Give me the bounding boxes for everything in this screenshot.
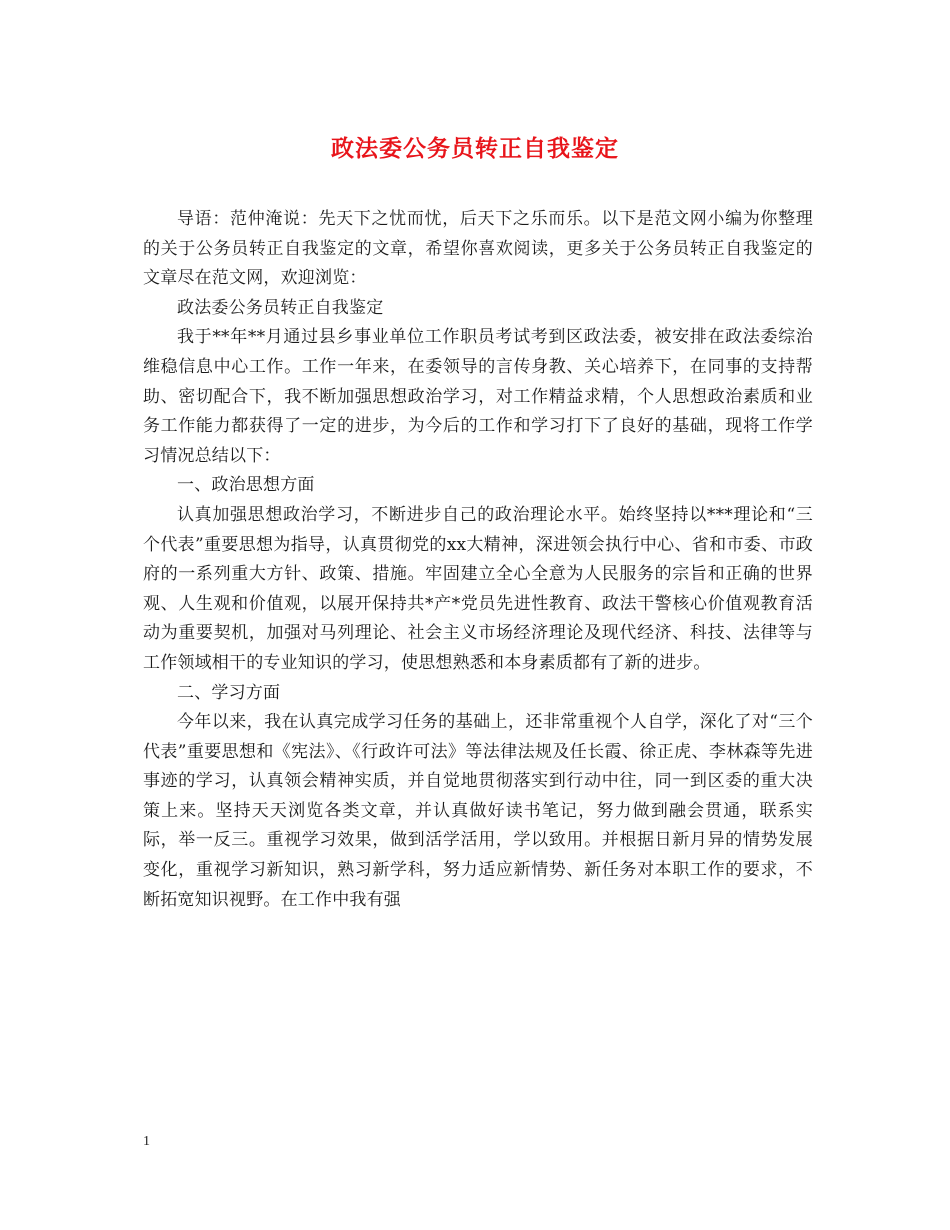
document-title: 政法委公务员转正自我鉴定 <box>331 135 619 162</box>
intro-paragraph: 导语：范仲淹说：先天下之忧而忧，后天下之乐而乐。以下是范文网小编为你整理的关于公务员转正自我鉴定的文章，希望你喜欢阅读，更多关于公务员转正自我鉴定的文章尽在范文网，欢迎浏览： <box>143 209 813 289</box>
section-heading-study: 二、学习方面 <box>177 682 281 703</box>
subtitle-paragraph: 政法委公务员转正自我鉴定 <box>177 297 384 318</box>
page-number: 1 <box>143 1134 150 1149</box>
political-paragraph: 认真加强思想政治学习，不断进步自己的政治理论水平。始终坚持以***理论和“三个代表”重要思想为指导，认真贯彻党的xx大精神，深进领会执行中心、省和市委、市政府的一系列重大方针、政策、措施。牢固建立全心全意为人民服务的宗旨和正确的世界观、人生观和价值观，以展开保持共*产*党员先进性教育、政法干警核心价值观教育活动为重要契机，加强对马列理论、社会主义市场经济理论及现代经济、科技、法律等与工作领域相干的专业知识的学习，使思想熟悉和本身素质都有了新的进步。 <box>143 504 813 673</box>
study-paragraph: 今年以来，我在认真完成学习任务的基础上，还非常重视个人自学，深化了对“三个代表”重要思想和《宪法》、《行政许可法》等法律法规及任长霞、徐正虎、李林森等先进事迹的学习，认真领会精神实质，并自觉地贯彻落实到行动中往，同一到区委的重大决策上来。坚持天天浏览各类文章，并认真做好读书笔记，努力做到融会贯通，联系实际，举一反三。重视学习效果，做到活学活用，学以致用。并根据日新月异的情势发展变化，重视学习新知识，熟习新学科，努力适应新情势、新任务对本职工作的要求，不断拓宽知识视野。在工作中我有强 <box>143 712 813 910</box>
section-heading-political: 一、政治思想方面 <box>177 475 315 496</box>
document-body <box>143 205 813 915</box>
opening-paragraph: 我于**年**月通过县乡事业单位工作职员考试考到区政法委，被安排在政法委综治维稳信息中心工作。工作一年来，在委领导的言传身教、关心培养下，在同事的支持帮助、密切配合下，我不断加强思想政治学习，对工作精益求精，个人思想政治素质和业务工作能力都获得了一定的进步，为今后的工作和学习打下了良好的基础，现将工作学习情况总结以下： <box>143 327 813 466</box>
